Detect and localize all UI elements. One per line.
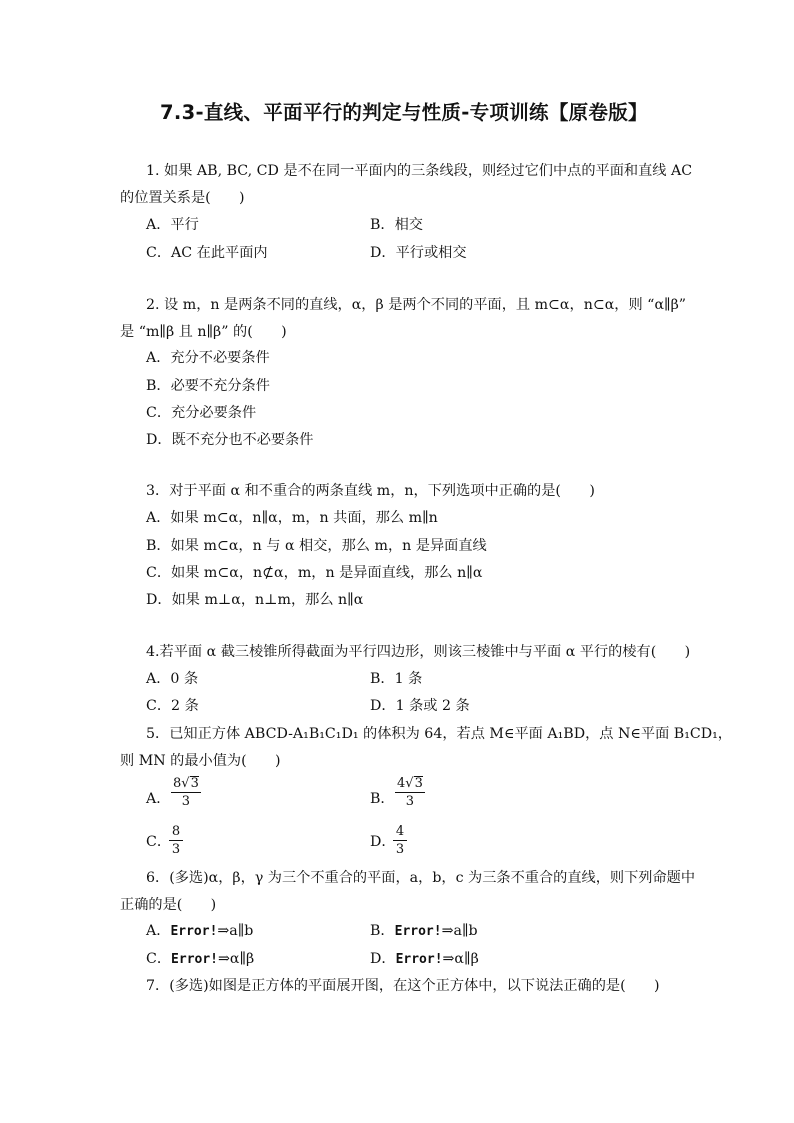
q5-stem-line2: 则 MN 的最小值为( ) — [120, 753, 281, 769]
q5-option-b-coef: 4 — [397, 776, 406, 791]
q2-option-c: C．充分必要条件 — [146, 405, 257, 421]
q6-option-a — [146, 921, 253, 942]
q2-stem-line2: 是 “m∥β 且 n∥β” 的( ) — [120, 324, 287, 340]
q6-option-c-label: C． — [146, 951, 172, 967]
q4-stem-line1: 4.若平面 α 截三棱锥所得截面为平行四边形，则该三棱锥中与平面 α 平行的棱有( ) — [146, 644, 691, 660]
q6-option-d-tail: ⇒α∥β — [442, 951, 479, 967]
q5-option-b-denominator: 3 — [405, 794, 415, 809]
q4-option-d: D．1 条或 2 条 — [370, 698, 470, 714]
q5-option-a-label: A． — [146, 791, 171, 807]
q5-option-d-fraction — [393, 824, 407, 857]
q5-option-c-fraction — [169, 824, 183, 857]
q4-option-a: A．0 条 — [146, 671, 199, 687]
q6-option-b — [370, 921, 478, 942]
q1-option-a: A．平行 — [146, 217, 199, 233]
q3-option-c: C．如果 m⊂α，n⊄α，m，n 是异面直线，那么 n∥α — [146, 565, 483, 581]
q6-option-a-label: A． — [146, 923, 171, 939]
q6-option-a-error: Error! — [170, 924, 218, 939]
q3-option-d: D．如果 m⊥α，n⊥m，那么 n∥α — [146, 592, 364, 608]
page-title: 7.3-直线、平面平行的判定与性质-专项训练【原卷版】 — [160, 101, 648, 124]
q5-option-b-label: B． — [370, 791, 395, 807]
q4-option-c: C．2 条 — [146, 698, 199, 714]
q6-option-c — [146, 949, 254, 970]
q5-option-d-denominator: 3 — [395, 842, 405, 857]
q1-stem-line1: 1. 如果 AB, BC, CD 是不在同一平面内的三条线段，则经过它们中点的平面和直线 AC — [146, 163, 693, 179]
q3-stem-line1: 3．对于平面 α 和不重合的两条直线 m，n，下列选项中正确的是( ) — [146, 483, 595, 499]
q1-stem-line2: 的位置关系是( ) — [120, 190, 245, 206]
q1-option-d: D．平行或相交 — [370, 245, 467, 261]
q6-option-c-tail: ⇒α∥β — [218, 951, 255, 967]
q5-option-c-numerator: 8 — [171, 824, 181, 839]
q2-stem-line1: 2. 设 m，n 是两条不同的直线，α，β 是两个不同的平面，且 m⊂α，n⊂α，则 “α∥β” — [146, 297, 687, 313]
q5-option-b-radicand: 3 — [414, 776, 423, 791]
q6-option-b-label: B． — [370, 923, 395, 939]
q3-option-b: B．如果 m⊂α，n 与 α 相交，那么 m，n 是异面直线 — [146, 538, 487, 554]
q5-option-d-label: D． — [370, 834, 396, 850]
q6-option-b-tail: ⇒a∥b — [441, 923, 478, 939]
q5-option-a-radicand: 3 — [190, 776, 199, 791]
q6-option-d-error: Error! — [395, 952, 443, 967]
q2-option-a: A．充分不必要条件 — [146, 350, 270, 366]
q3-option-a: A．如果 m⊂α，n∥α，m，n 共面，那么 m∥n — [146, 510, 438, 526]
q2-option-d: D．既不充分也不必要条件 — [146, 432, 314, 448]
q5-option-a-denominator: 3 — [181, 794, 191, 809]
q1-option-c: C．AC 在此平面内 — [146, 245, 268, 261]
q4-option-b: B．1 条 — [370, 671, 423, 687]
q1-option-b: B．相交 — [370, 217, 423, 233]
q5-option-c-label: C． — [146, 834, 172, 850]
q5-option-d-numerator: 4 — [395, 824, 405, 839]
q6-option-c-error: Error! — [171, 952, 219, 967]
q6-option-d — [370, 949, 479, 970]
q6-option-b-error: Error! — [394, 924, 442, 939]
q6-option-a-tail: ⇒a∥b — [217, 923, 254, 939]
q2-option-b: B．必要不充分条件 — [146, 378, 270, 394]
q5-stem-line1: 5．已知正方体 ABCD-A₁B₁C₁D₁ 的体积为 64，若点 M∈平面 A₁BD，点 N∈平面 B₁CD₁， — [146, 726, 732, 742]
q7-stem-line1: 7．(多选)如图是正方体的平面展开图，在这个正方体中，以下说法正确的是( ) — [146, 978, 660, 994]
q6-option-d-label: D． — [370, 951, 396, 967]
q5-option-a-coef: 8 — [173, 776, 182, 791]
q5-option-b-fraction: 4√3 3 — [397, 776, 423, 809]
q6-stem-line1: 6．(多选)α，β，γ 为三个不重合的平面，a，b，c 为三条不重合的直线，则下列命题中 — [146, 870, 696, 886]
q6-stem-line2: 正确的是( ) — [120, 897, 217, 913]
q5-option-c-denominator: 3 — [171, 842, 181, 857]
q5-option-a-fraction: 8√3 3 — [173, 776, 199, 809]
